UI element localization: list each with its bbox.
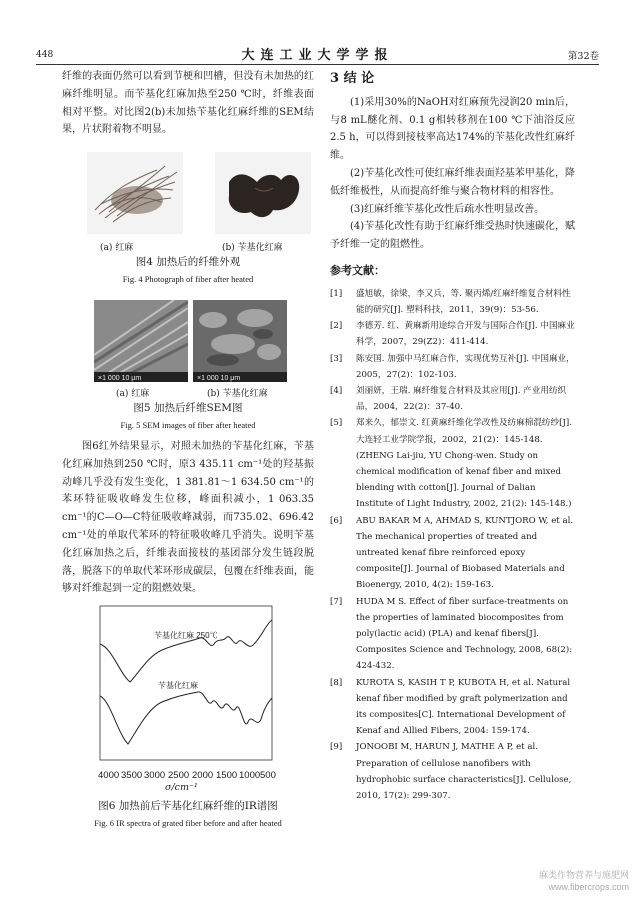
x-tick: 1000 xyxy=(239,770,261,781)
fig4-caption-en: Fig. 4 Photograph of fiber after heated xyxy=(122,274,254,284)
x-tick: 3000 xyxy=(144,770,166,781)
volume-label: 第32卷 xyxy=(567,51,599,62)
page-number: 448 xyxy=(36,50,54,60)
fig5-caption: 图5 加热后纤维SEM图 xyxy=(133,402,243,414)
reference-item: [5] 郑来久，郁崇文. 红黄麻纤维化学改性及纺麻棉混纺纱[J]. 大连轻工业学院学报，2002，21(2)：145-148. (ZHENG Lai-jiu, YU Chong-wen. Study on chemical modification of kenaf fiber and mixed blending with cotton[J]. Journal of Dalian Institute of Light Industry, 2002, 21(2): 145-148.) xyxy=(330,418,573,510)
fig4-photo-a xyxy=(87,152,183,234)
ir-label-heated: 苄基化红麻 250℃ xyxy=(154,631,218,640)
fig5-sem-a xyxy=(94,300,188,382)
x-tick: 2000 xyxy=(192,770,214,781)
fig5-label-b: (b) 苄基化红麻 xyxy=(207,389,268,399)
fig5-scale-a: ×1 000 10 μm xyxy=(98,375,142,382)
fig6-ir-spectrum xyxy=(96,604,276,770)
reference-item: [3] 陈安国. 加强中马红麻合作，实现优势互补[J]. 中国麻业，2005，27(2)：102-103. xyxy=(330,353,575,380)
x-tick: 4000 xyxy=(98,770,120,781)
references-list xyxy=(330,286,575,805)
right-column xyxy=(330,66,575,804)
references-title: 参考文献： xyxy=(330,263,385,277)
reference-item: [8] KUROTA S, KASIH T P, KUBOTA H, et al. Natural kenaf fiber modified by graft polymerization and its composites[C]. International Development of Kenaf and Allied Fibers, 2004: 159-174. xyxy=(330,677,571,737)
journal-title: 大连工业大学学报 xyxy=(241,48,394,63)
reference-item: [7] HUDA M S. Effect of fiber surface-treatments on the properties of laminated biocomposites from poly(lactic acid) (PLA) and kenaf fibers[J]. Composites Science and Technology, 2008, 68(2): 424-432. xyxy=(330,596,573,672)
fig4-label-a: (a) 红麻 xyxy=(100,243,134,253)
fig4-caption: 图4 加热后的纤维外观 xyxy=(135,256,241,268)
conclusion-2: (2)苄基化改性可使红麻纤维表面羟基苯甲基化，降低纤维极性，从而提高纤维与聚合物材料的相容性。 xyxy=(330,167,575,197)
left-column xyxy=(62,68,314,139)
fig5-sem-b xyxy=(193,300,287,382)
conclusion-4: (4)苄基化改性有助于红麻纤维受热时快速碳化，赋予纤维一定的阻燃性。 xyxy=(330,221,575,251)
conclusion-1: (1)采用30%的NaOH对红麻预先浸润20 min后，与8 mL醚化剂、0.1 g相转移剂在100 ℃下油浴反应2.5 h，可以得到接枝率高达174%的苄基化改性红麻纤维。 xyxy=(330,96,575,162)
fig6-caption-en: Fig. 6 IR spectra of grated fiber before and after heated xyxy=(94,818,282,828)
conclusion-3: (3)红麻纤维苄基化改性后疏水性明显改善。 xyxy=(350,203,545,215)
page-header xyxy=(36,44,599,64)
watermark-cn: 麻类作物营养与施肥网 xyxy=(538,870,629,880)
ir-discussion-paragraph: 图6红外结果显示，对照未加热的苄基化红麻，苄基化红麻加热到250 ℃时，原3 435.11 cm⁻¹处的羟基振动峰几乎没有发生变化，1 381.81～1 634.50 cm⁻¹的苯环特征吸收峰发生位移，峰面积减小，1 063.35 cm⁻¹的C—O—C特征吸收峰减弱，而735.02、696.42 cm⁻¹处的单取代苯环的特征吸收峰几乎消失。说明苄基化红麻加热之后，纤维表面接枝的基团部分发生链段脱落，脱落下的单取代苯环形成碳层，包覆在纤维表面，能够对纤维起到一定的阻燃效果。 xyxy=(62,441,314,595)
left-column-lower xyxy=(62,438,314,598)
ir-spectrum-svg xyxy=(96,604,276,770)
fig4-label-b: (b) 苄基化红麻 xyxy=(222,243,283,253)
reference-item: [9] JONOOBI M, HARUN J, MATHE A P, et al. Preparation of cellulose nanofibers with hydrophobic surface characteristics[J]. Cellulose, 2010, 17(2): 299-307. xyxy=(330,742,572,802)
x-tick: 2500 xyxy=(168,770,190,781)
ir-label-plain: 苄基化红麻 xyxy=(158,681,198,690)
x-tick: 3500 xyxy=(121,770,143,781)
ir-curve-plain xyxy=(100,692,272,744)
reference-item: [4] 刘丽妍，王瑞. 麻纤维复合材料及其应用[J]. 产业用纺织品，2004，22(2)：37-40. xyxy=(330,385,567,413)
fig5-caption-en: Fig. 5 SEM images of fiber after heated xyxy=(120,420,256,430)
header-rule xyxy=(36,64,599,65)
reference-item: [1] 盛旭敏，徐梁，李又兵，等. 聚丙烯/红麻纤维复合材料性能的研究[J]. 塑料科技，2011，39(9)：53-56. xyxy=(330,288,571,315)
reference-item: [6] ABU BAKAR M A, AHMAD S, KUNTJORO W, et al. The mechanical properties of treated and untreated kenaf fibre reinforced epoxy composite[J]. Journal of Biobased Materials and Bioenergy, 2010, 4(2): 159-163. xyxy=(330,515,574,591)
fig5-scale-b: ×1 000 10 μm xyxy=(197,375,241,382)
fig6-caption: 图6 加热前后苄基化红麻纤维的IR谱图 xyxy=(98,800,278,812)
watermark-url: www.fibercrops.com xyxy=(548,882,629,892)
ir-curve-heated xyxy=(100,620,272,682)
fig4-photo-b xyxy=(215,152,311,234)
paragraph-continued: 纤维的表面仍然可以看到节梗和凹槽，但没有未加热的红麻纤维明显。而苄基化红麻加热至250 ℃时，纤维表面相对平整。对比图2(b)未加热苄基化红麻纤维的SEM结果，片状附着物不明显。 xyxy=(62,71,314,136)
reference-item: [2] 李德芳. 红、黄麻新用途综合开发与国际合作[J]. 中国麻业科学，2007，29(Z2)：411-414. xyxy=(330,321,575,348)
section-title-conclusion: 3 结 论 xyxy=(330,71,375,86)
fig5-label-a: (a) 红麻 xyxy=(116,389,150,399)
x-tick: 500 xyxy=(260,770,276,781)
fig6-x-label: σ/cm⁻¹ xyxy=(165,782,198,793)
watermark xyxy=(539,869,629,893)
x-tick: 1500 xyxy=(216,770,238,781)
